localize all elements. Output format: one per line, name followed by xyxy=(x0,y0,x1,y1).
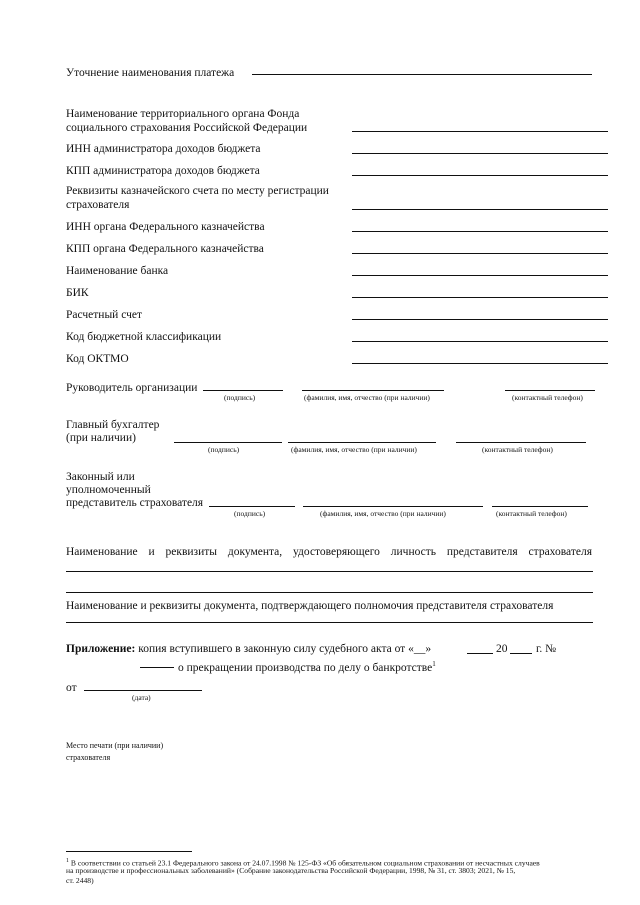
attachment-line-1 xyxy=(66,642,431,656)
attachment-year-suffix: г. № xyxy=(536,643,557,655)
rep-signature-field[interactable] xyxy=(209,506,295,507)
rep-name-caption: (фамилия, имя, отчество (при наличии) xyxy=(320,509,446,518)
head-label: Руководитель организации xyxy=(66,382,198,394)
accountant-phone-caption: (контактный телефон) xyxy=(482,445,553,454)
identity-doc-field-1[interactable] xyxy=(66,571,593,572)
field-label-treasury-account: Реквизиты казначейского счета по месту регистрации страхователя xyxy=(66,185,329,211)
identity-doc-field-2[interactable] xyxy=(66,592,593,593)
accountant-label-note: (при наличии) xyxy=(66,432,136,444)
footnote-text-1: В соответствии со статьей 23.1 Федерального закона от 24.07.1998 № 125-ФЗ «Об обязательном социальном страховании от несчастных случаев xyxy=(70,858,540,868)
field-label-bank-name: Наименование банка xyxy=(66,265,169,277)
head-name-field[interactable] xyxy=(302,390,444,391)
rep-signature-caption: (подпись) xyxy=(234,509,266,518)
payment-clarification-label: Уточнение наименования платежа xyxy=(66,67,235,79)
from-label: от xyxy=(66,682,77,694)
attachment-month-field[interactable] xyxy=(467,653,493,654)
rep-label-1: Законный или xyxy=(66,471,135,483)
footnote-number: 1 xyxy=(66,858,69,864)
accountant-name-field[interactable] xyxy=(288,442,436,443)
rep-label-2: уполномоченный xyxy=(66,484,151,496)
field-input-oktmo[interactable] xyxy=(352,363,608,364)
footnote-line-3: ст. 2448) xyxy=(66,876,94,885)
field-input-fss-organ[interactable] xyxy=(352,131,608,132)
accountant-phone-field[interactable] xyxy=(456,442,586,443)
attachment-bold-label: Приложение: xyxy=(66,643,136,655)
attachment-text-2: о прекращении производства по делу о банкротстве xyxy=(178,661,433,674)
head-phone-field[interactable] xyxy=(505,390,595,391)
head-signature-caption: (подпись) xyxy=(224,393,256,402)
footnote-divider xyxy=(66,851,192,852)
date-caption: (дата) xyxy=(132,693,151,702)
field-label-oktmo: Код ОКТМО xyxy=(66,353,129,365)
field-label-inn-admin: ИНН администратора доходов бюджета xyxy=(66,143,261,155)
field-input-treasury-account[interactable] xyxy=(352,209,608,210)
stamp-label-1: Место печати (при наличии) xyxy=(66,741,164,750)
accountant-label: Главный бухгалтер xyxy=(66,419,160,431)
stamp-label-2: страхователя xyxy=(66,753,111,762)
rep-phone-caption: (контактный телефон) xyxy=(496,509,567,518)
field-input-account[interactable] xyxy=(352,319,608,320)
field-label-fss-organ: Наименование территориального органа Фонда социального страхования Российской Федерации xyxy=(66,108,308,134)
identity-doc-label: Наименование и реквизиты документа, удостоверяющего личность представителя страхователя xyxy=(66,546,592,558)
field-label-kpp-admin: КПП администратора доходов бюджета xyxy=(66,165,260,177)
date-field[interactable] xyxy=(84,690,202,691)
accountant-name-caption: (фамилия, имя, отчество (при наличии) xyxy=(291,445,417,454)
footnote-line-2: на производстве и профессиональных заболеваний» (Собрание законодательства Российской Федерации, 1998, № 31, ст. 3803; 2021, № 15, xyxy=(66,866,516,875)
field-input-inn-treasury[interactable] xyxy=(352,231,608,232)
field-label-bik: БИК xyxy=(66,287,89,299)
field-input-inn-admin[interactable] xyxy=(352,153,608,154)
attachment-year-field[interactable] xyxy=(510,653,532,654)
attachment-text-1: копия вступившего в законную силу судебного акта от «__» xyxy=(138,643,432,655)
field-label-account: Расчетный счет xyxy=(66,309,142,321)
payment-clarification-field[interactable] xyxy=(252,74,592,75)
authority-doc-label: Наименование и реквизиты документа, подтверждающего полномочия представителя страхователя xyxy=(66,600,554,612)
field-input-bik[interactable] xyxy=(352,297,608,298)
authority-doc-field[interactable] xyxy=(66,622,593,623)
attachment-line-2 xyxy=(178,657,436,675)
field-input-kbk[interactable] xyxy=(352,341,608,342)
field-input-kpp-treasury[interactable] xyxy=(352,253,608,254)
field-label-kpp-treasury: КПП органа Федерального казначейства xyxy=(66,243,264,255)
attachment-number-field[interactable] xyxy=(140,667,174,668)
head-signature-field[interactable] xyxy=(203,390,283,391)
field-label-kbk: Код бюджетной классификации xyxy=(66,331,222,343)
accountant-signature-field[interactable] xyxy=(174,442,282,443)
head-phone-caption: (контактный телефон) xyxy=(512,393,583,402)
head-name-caption: (фамилия, имя, отчество (при наличии) xyxy=(304,393,430,402)
rep-phone-field[interactable] xyxy=(492,506,588,507)
field-label-inn-treasury: ИНН органа Федерального казначейства xyxy=(66,221,265,233)
field-input-bank-name[interactable] xyxy=(352,275,608,276)
accountant-signature-caption: (подпись) xyxy=(208,445,240,454)
rep-name-field[interactable] xyxy=(303,506,483,507)
attachment-year-prefix: 20 xyxy=(496,643,508,655)
rep-label-3: представитель страхователя xyxy=(66,497,204,509)
attachment-footnote-ref: 1 xyxy=(432,660,436,668)
field-input-kpp-admin[interactable] xyxy=(352,175,608,176)
